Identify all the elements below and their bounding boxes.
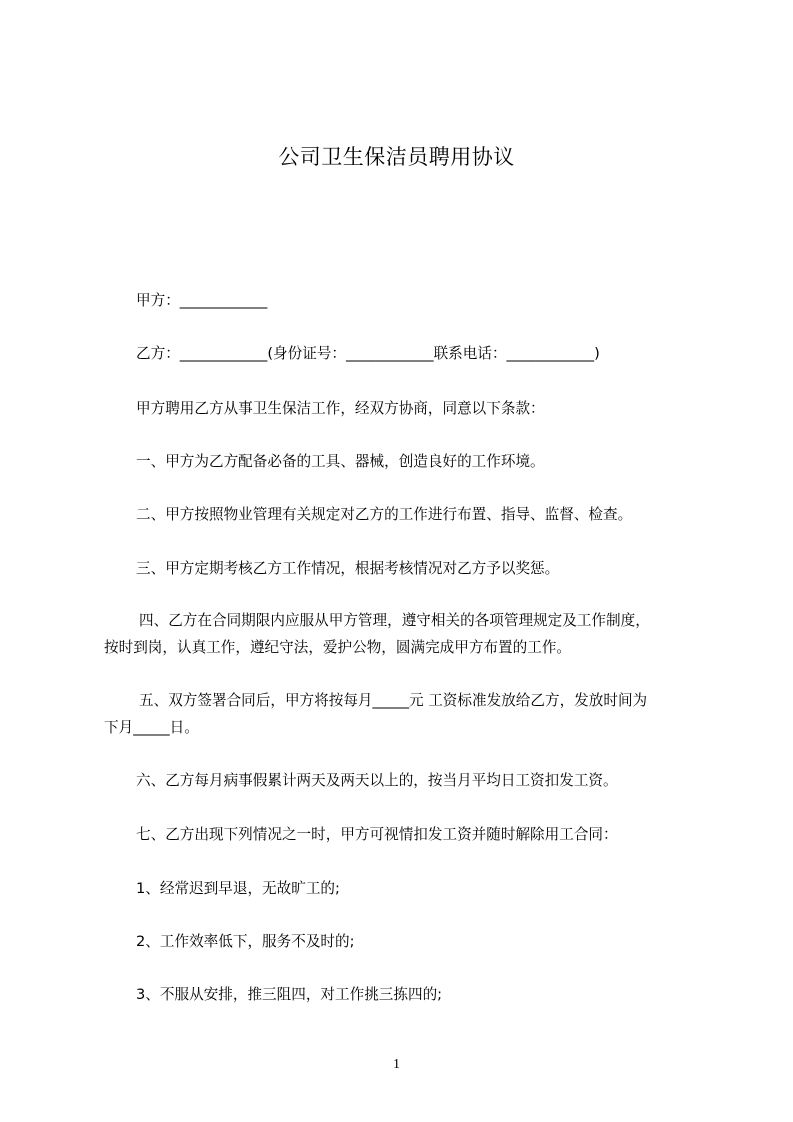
party-b-line: 乙方：____________(身份证号：____________联系电话：____________)	[136, 345, 600, 362]
document-title: 公司卫生保洁员聘用协议	[278, 145, 515, 169]
clause-7: 七、乙方出现下列情况之一时，甲方可视情扣发工资并随时解除用工合同：	[136, 826, 618, 843]
clause-2: 二、甲方按照物业管理有关规定对乙方的工作进行布置、指导、监督、检查。	[136, 506, 633, 523]
clause-5-line-2: 下月_____日。	[104, 719, 199, 736]
clause-4-line-1: 四、乙方在合同期限内应服从甲方管理，遵守相关的各项管理规定及工作制度，	[139, 612, 650, 629]
clause-1: 一、甲方为乙方配备必备的工具、器械，创造良好的工作环境。	[136, 453, 545, 470]
clause-6: 六、乙方每月病事假累计两天及两天以上的，按当月平均日工资扣发工资。	[136, 772, 618, 789]
clause-3: 三、甲方定期考核乙方工作情况，根据考核情况对乙方予以奖惩。	[136, 560, 560, 577]
party-a-line: 甲方：____________	[136, 292, 268, 309]
clause-7-item-2: 2、工作效率低下，服务不及时的;	[136, 933, 355, 950]
page-number: 1	[393, 1057, 400, 1072]
clause-7-item-1: 1、经常迟到早退，无故旷工的;	[136, 880, 340, 897]
clause-5-line-1: 五、双方签署合同后，甲方将按每月_____元 工资标准发放给乙方，发放时间为	[139, 692, 648, 709]
intro-paragraph: 甲方聘用乙方从事卫生保洁工作，经双方协商，同意以下条款：	[136, 400, 545, 417]
clause-7-item-3: 3、不服从安排，推三阻四，对工作挑三拣四的;	[136, 986, 443, 1003]
clause-4-line-2: 按时到岗，认真工作，遵纪守法，爱护公物，圆满完成甲方布置的工作。	[104, 639, 572, 656]
